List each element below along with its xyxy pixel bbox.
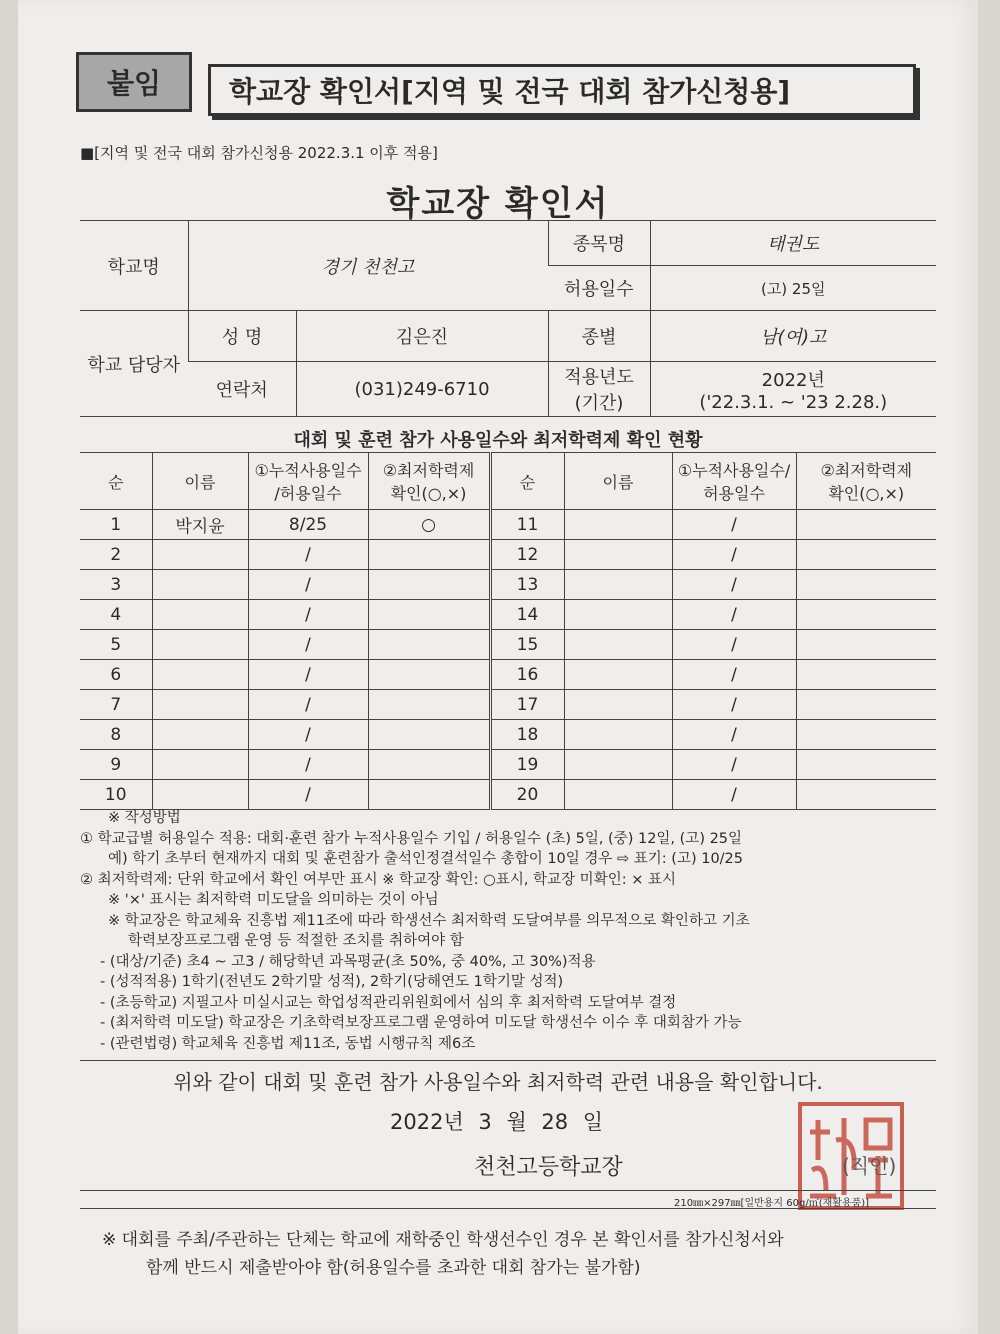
- sport-value: 태권도: [650, 221, 936, 266]
- row-name: [152, 630, 248, 660]
- attachment-tag: 붙임: [76, 52, 192, 112]
- row-days-right: /: [672, 690, 796, 720]
- row-no-right: 14: [490, 600, 564, 630]
- row-acad-right: [796, 570, 936, 600]
- row-no: 1: [80, 510, 152, 540]
- col-no-right: 순: [490, 453, 564, 510]
- row-name: [152, 720, 248, 750]
- info-table: [80, 220, 936, 417]
- col-acad-right: ②최저학력제 확인(○,×): [796, 453, 936, 510]
- table-row: [80, 510, 936, 540]
- row-acad-right: [796, 780, 936, 810]
- footer-line-1: ※ 대회를 주최/주관하는 단체는 학교에 재학중인 학생선수인 경우 본 확인서를 참가신청서와: [102, 1230, 784, 1250]
- note-line: ※ 학교장은 학교체육 진흥법 제11조에 따라 학생선수 최저학력 도달여부를 의무적으로 확인하고 기초: [108, 912, 750, 929]
- applicability-note: ■[지역 및 전국 대회 참가신청용 2022.3.1 이후 적용]: [80, 144, 438, 162]
- row-days: /: [248, 570, 368, 600]
- row-no-right: 18: [490, 720, 564, 750]
- table-row: [80, 690, 936, 720]
- row-acad: [368, 720, 490, 750]
- row-name-right: [564, 690, 672, 720]
- note-line: - (최저학력 미도달) 학교장은 기초학력보장프로그램 운영하여 미도달 학생선수 이수 후 대회참가 가능: [100, 1015, 742, 1031]
- row-no: 6: [80, 660, 152, 690]
- principal-name: 천천고등학교장: [474, 1155, 623, 1180]
- row-days: /: [248, 780, 368, 810]
- row-name: [152, 750, 248, 780]
- col-name: 이름: [152, 453, 248, 510]
- row-no-right: 11: [490, 510, 564, 540]
- row-no: 5: [80, 630, 152, 660]
- row-acad-right: [796, 630, 936, 660]
- section-title: 대회 및 훈련 참가 사용일수와 최저학력제 확인 현황: [293, 430, 703, 451]
- row-no: 3: [80, 570, 152, 600]
- year-label: 적용년도 (기간): [548, 362, 650, 417]
- row-acad: [368, 570, 490, 600]
- row-no: 10: [80, 780, 152, 810]
- row-days-right: /: [672, 600, 796, 630]
- row-days: /: [248, 660, 368, 690]
- col-days-right: ①누적사용일수/ 허용일수: [672, 453, 796, 510]
- row-no-right: 16: [490, 660, 564, 690]
- table-row: [80, 630, 936, 660]
- row-acad-right: [796, 690, 936, 720]
- days-label: 허용일수: [548, 266, 650, 311]
- row-name-right: [564, 570, 672, 600]
- note-line: - (대상/기준) 초4 ~ 고3 / 해당학년 과목평균(초 50%, 중 40%, 고 30%)적용: [100, 953, 596, 970]
- header-title: 학교장 확인서[지역 및 전국 대회 참가신청용]: [208, 64, 916, 116]
- days-value: (고) 25일: [650, 266, 936, 311]
- row-acad: [368, 660, 490, 690]
- note-line: ① 학교급별 허용일수 적용: 대회·훈련 참가 누적사용일수 기입 / 허용일수 (초) 5일, (중) 12일, (고) 25일: [80, 830, 743, 847]
- sport-label: 종목명: [548, 221, 650, 266]
- row-name-right: [564, 510, 672, 540]
- row-acad-right: [796, 600, 936, 630]
- row-no: 7: [80, 690, 152, 720]
- row-days-right: /: [672, 750, 796, 780]
- col-acad: ②최저학력제 확인(○,×): [368, 453, 490, 510]
- row-name: [152, 570, 248, 600]
- divider: [80, 1190, 936, 1191]
- note-line: - (성적적용) 1학기(전년도 2학기말 성적), 2학기(당해연도 1학기말 성적): [100, 974, 564, 990]
- row-days-right: /: [672, 570, 796, 600]
- row-no: 8: [80, 720, 152, 750]
- row-days-right: /: [672, 780, 796, 810]
- gender-value: 남(여)고: [650, 311, 936, 362]
- row-acad-right: [796, 750, 936, 780]
- row-days: 8/25: [248, 510, 368, 540]
- table-row: [80, 720, 936, 750]
- confirm-statement: 위와 같이 대회 및 훈련 참가 사용일수와 최저학력 관련 내용을 확인합니다.: [173, 1070, 823, 1094]
- name-value: 김은진: [296, 311, 548, 362]
- row-name: [152, 540, 248, 570]
- note-line: ② 최저학력제: 단위 학교에서 확인 여부만 표시 ※ 학교장 확인: ○표시, 학교장 미확인: × 표시: [80, 871, 676, 888]
- row-acad-right: [796, 510, 936, 540]
- row-name: [152, 600, 248, 630]
- table-row: [80, 600, 936, 630]
- row-no: 9: [80, 750, 152, 780]
- row-no-right: 17: [490, 690, 564, 720]
- school-value: 경기 천천고: [188, 221, 548, 311]
- table-row: [80, 780, 936, 810]
- row-acad: [368, 540, 490, 570]
- name-label: 성 명: [188, 311, 296, 362]
- row-name: [152, 660, 248, 690]
- row-days: /: [248, 750, 368, 780]
- row-name-right: [564, 630, 672, 660]
- contact-label: 학교 담당자: [80, 311, 188, 417]
- document-title: 학교장 확인서: [386, 184, 610, 224]
- note-line: - (초등학교) 지필고사 미실시교는 학업성적관리위원회에서 심의 후 최저학력 도달여부 결정: [100, 994, 677, 1011]
- row-no-right: 20: [490, 780, 564, 810]
- row-days: /: [248, 720, 368, 750]
- gender-label: 종별: [548, 311, 650, 362]
- row-days-right: /: [672, 660, 796, 690]
- participation-table: [80, 452, 936, 810]
- row-no-right: 19: [490, 750, 564, 780]
- table-row: [80, 540, 936, 570]
- row-name: [152, 780, 248, 810]
- school-label: 학교명: [80, 221, 188, 311]
- instructions: [80, 808, 950, 1054]
- paper-spec: 210㎜×297㎜[일반용지 60g/㎡(재활용품)]: [674, 1198, 870, 1209]
- row-days: /: [248, 690, 368, 720]
- row-acad: [368, 690, 490, 720]
- row-no-right: 13: [490, 570, 564, 600]
- year-value: 2022년 ('22.3.1. ~ '23 2.28.): [650, 362, 936, 417]
- row-acad-right: [796, 540, 936, 570]
- divider: [80, 1060, 936, 1061]
- row-no: 4: [80, 600, 152, 630]
- col-days: ①누적사용일수 /허용일수: [248, 453, 368, 510]
- row-acad: [368, 600, 490, 630]
- row-no-right: 15: [490, 630, 564, 660]
- row-days: /: [248, 630, 368, 660]
- note-line: 예) 학기 초부터 현재까지 대회 및 훈련참가 출석인정결석일수 총합이 10일 경우 ⇨ 표기: (고) 10/25: [108, 851, 744, 867]
- row-no-right: 12: [490, 540, 564, 570]
- row-acad: [368, 630, 490, 660]
- table-row: [80, 570, 936, 600]
- row-acad: [368, 750, 490, 780]
- row-name-right: [564, 600, 672, 630]
- row-acad: ○: [368, 510, 490, 540]
- row-name-right: [564, 780, 672, 810]
- row-days-right: /: [672, 510, 796, 540]
- col-name-right: 이름: [564, 453, 672, 510]
- row-days-right: /: [672, 630, 796, 660]
- row-acad-right: [796, 720, 936, 750]
- issue-date: 2022년 3 월 28 일: [390, 1110, 604, 1134]
- divider: [80, 1208, 936, 1209]
- phone-value: (031)249-6710: [296, 362, 548, 417]
- row-acad-right: [796, 660, 936, 690]
- row-name-right: [564, 540, 672, 570]
- table-header-row: [80, 453, 936, 510]
- phone-label: 연락처: [188, 362, 296, 417]
- notes-heading: ※ 작성방법: [108, 810, 181, 826]
- row-acad: [368, 780, 490, 810]
- row-name-right: [564, 720, 672, 750]
- seal-label: (직인): [842, 1154, 897, 1178]
- row-days-right: /: [672, 540, 796, 570]
- row-days-right: /: [672, 720, 796, 750]
- document-page: [18, 0, 978, 1334]
- row-days: /: [248, 540, 368, 570]
- row-no: 2: [80, 540, 152, 570]
- row-name: [152, 690, 248, 720]
- footer-line-2: 함께 반드시 제출받아야 함(허용일수를 초과한 대회 참가는 불가함): [146, 1258, 641, 1278]
- footer-note: [102, 1226, 922, 1282]
- table-row: [80, 660, 936, 690]
- note-line: ※ '×' 표시는 최저학력 미도달을 의미하는 것이 아님: [108, 892, 439, 908]
- row-name: 박지윤: [152, 510, 248, 540]
- row-name-right: [564, 750, 672, 780]
- row-days: /: [248, 600, 368, 630]
- note-line: 학력보장프로그램 운영 등 적절한 조치를 취하여야 함: [128, 933, 464, 949]
- col-no: 순: [80, 453, 152, 510]
- note-line: - (관련법령) 학교체육 진흥법 제11조, 동법 시행규칙 제6조: [100, 1035, 476, 1052]
- row-name-right: [564, 660, 672, 690]
- table-row: [80, 750, 936, 780]
